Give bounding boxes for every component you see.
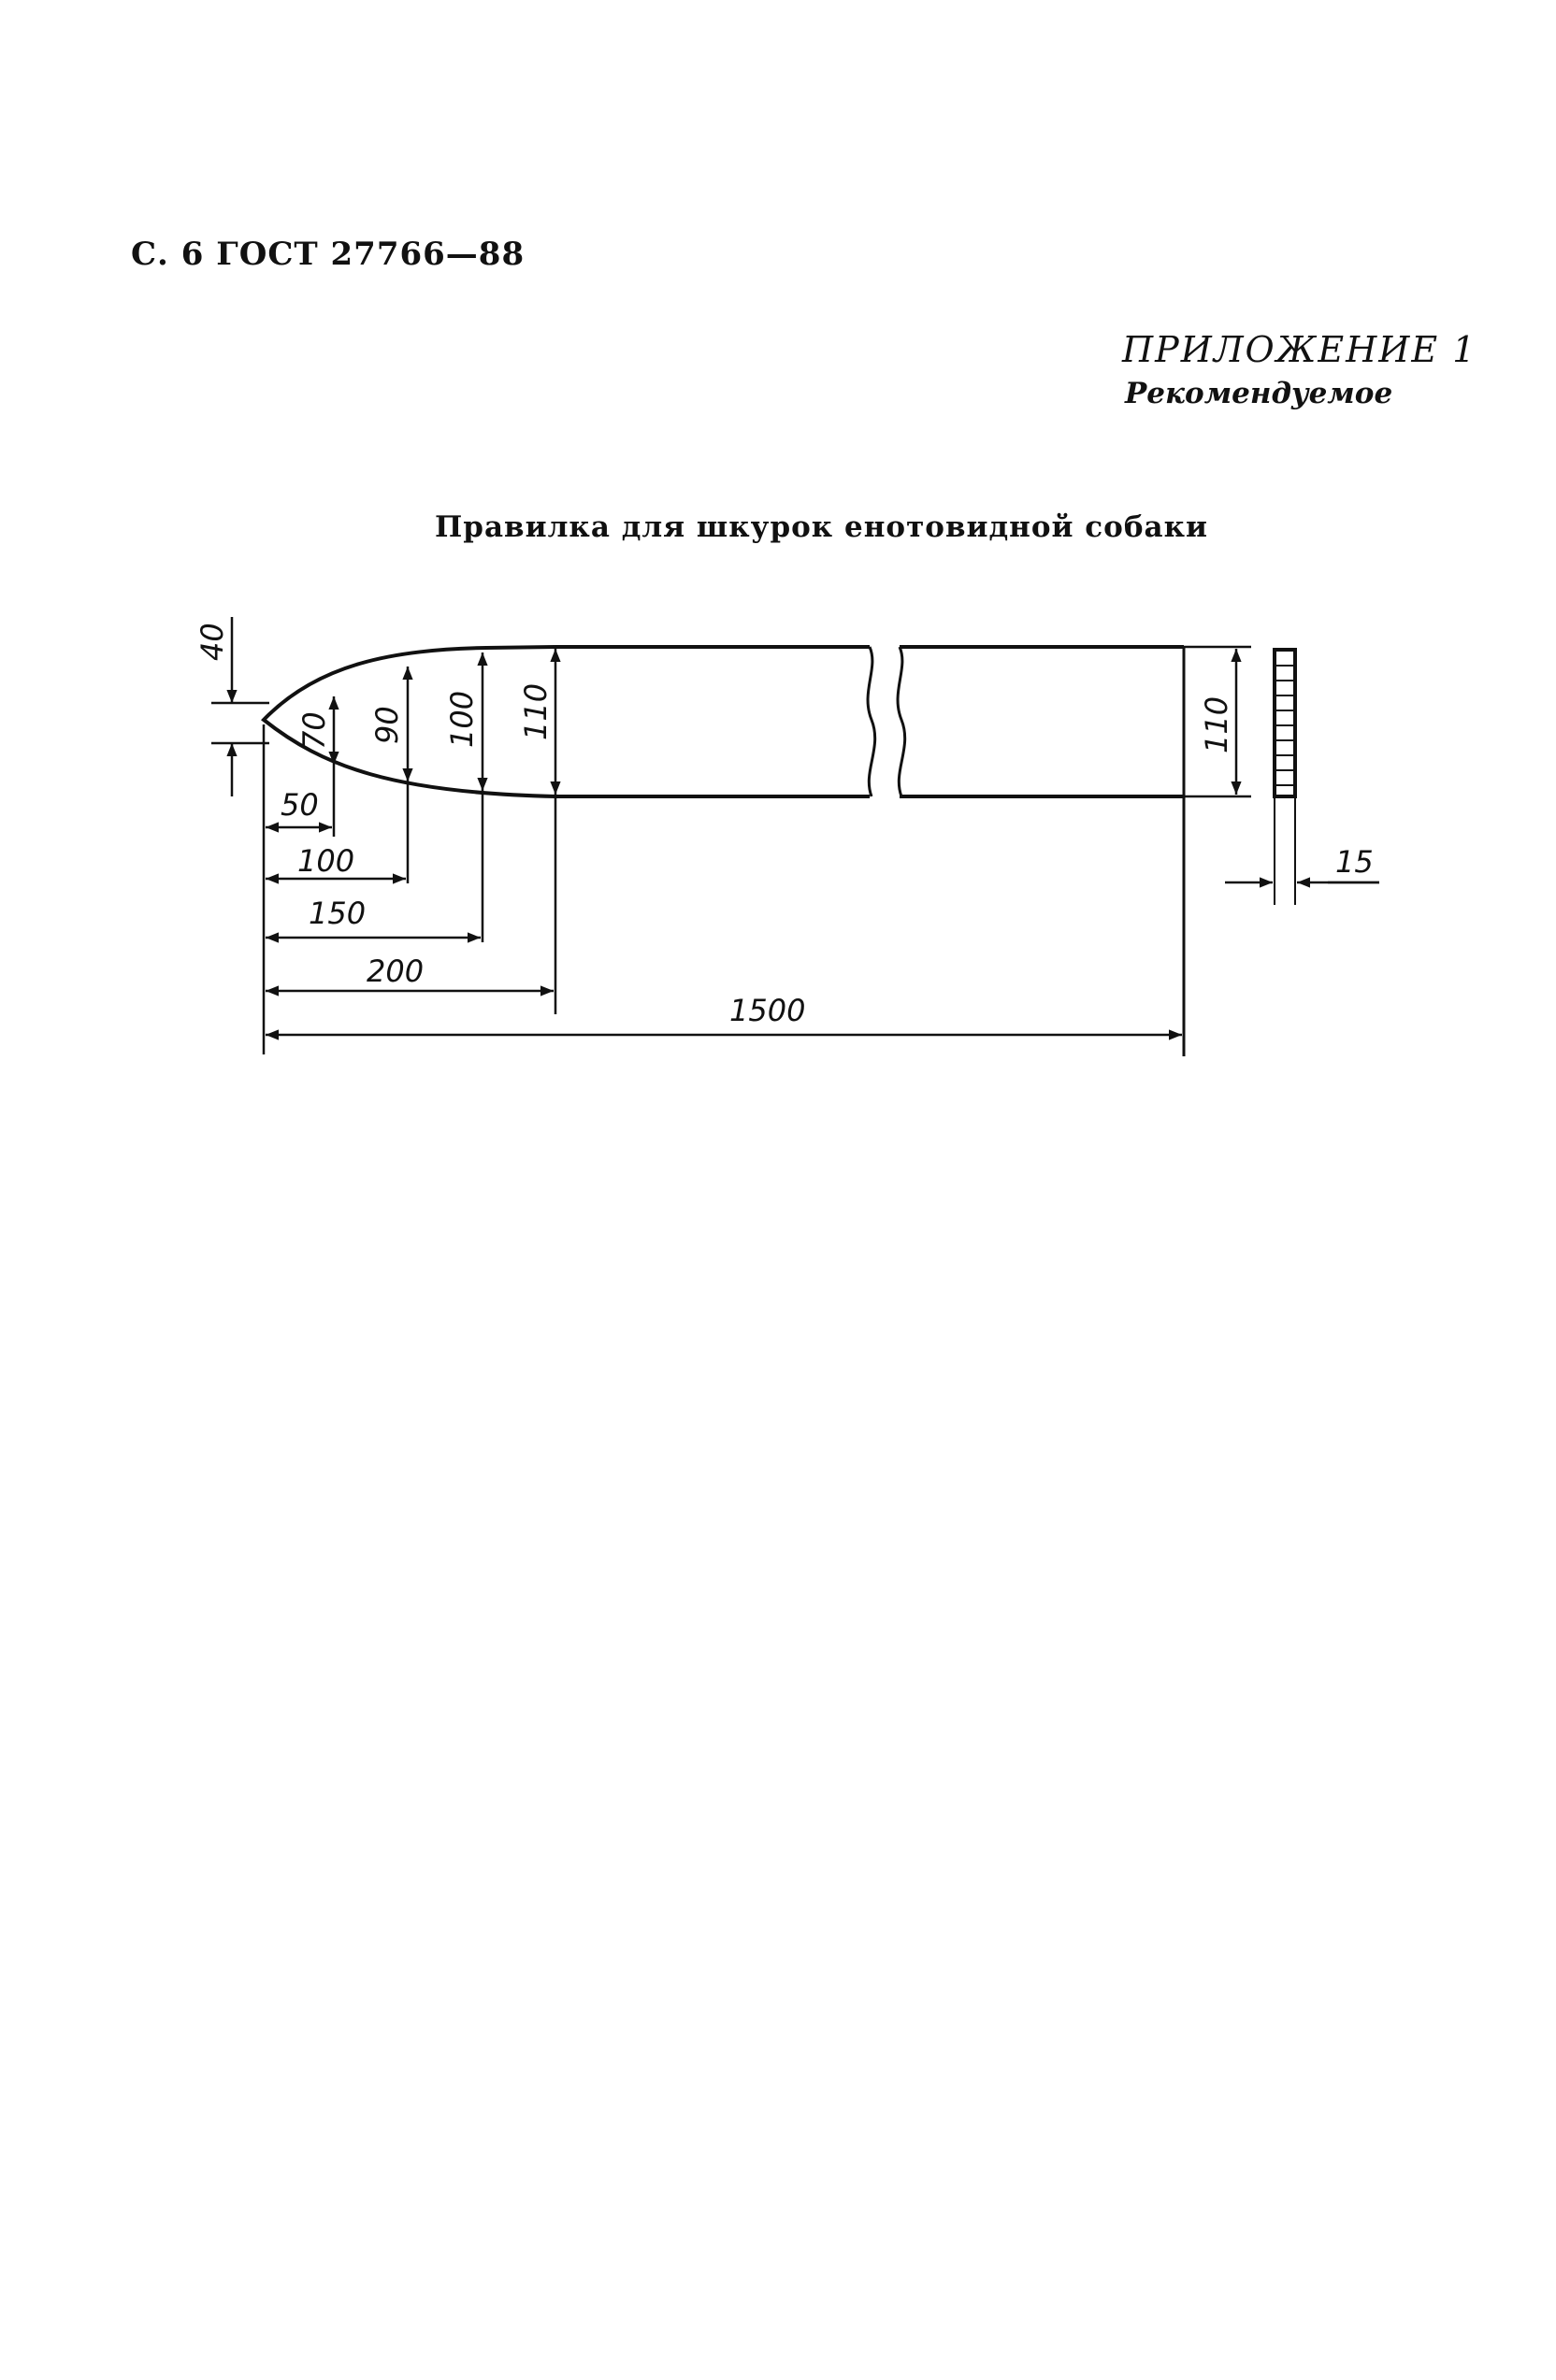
dim-width-100: 100: [444, 690, 480, 748]
dim-width-110: 110: [518, 682, 554, 740]
dim-length-150: 150: [309, 896, 367, 931]
dimension-labels: [194, 623, 1374, 1028]
dim-length-50: 50: [281, 787, 319, 823]
dim-length-100: 100: [297, 843, 355, 879]
length-dimensions: [264, 724, 1379, 1054]
dim-length-200: 200: [367, 953, 425, 989]
dim-width-70: 70: [296, 711, 332, 750]
dim-total-length: 1500: [729, 993, 806, 1028]
appendix-title: ПРИЛОЖЕНИЕ 1: [1122, 329, 1477, 370]
end-section: [1275, 650, 1295, 905]
dim-width-90: 90: [369, 706, 405, 744]
dim-end-width: 110: [1199, 695, 1234, 753]
dim-tip-width: 40: [194, 623, 230, 661]
page-header: С. 6 ГОСТ 27766—88: [131, 236, 526, 273]
dim-thickness: 15: [1335, 844, 1374, 880]
appendix-subtitle: Рекомендуемое: [1125, 377, 1393, 410]
drawing-title: Правилка для шкурок енотовидной собаки: [435, 510, 1209, 544]
